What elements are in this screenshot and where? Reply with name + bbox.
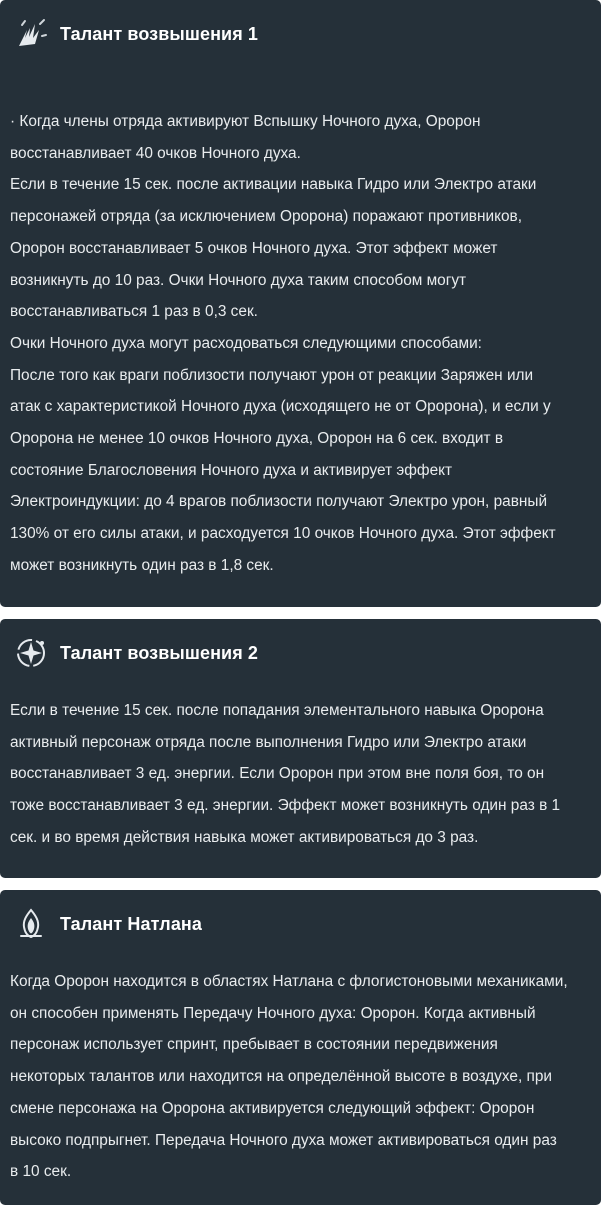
description-line: состояние Благословения Ночного духа и активирует эффект — [10, 461, 453, 479]
card-header — [12, 633, 258, 673]
description-line: 130% от его силы атаки, и расходуется 10 очков Ночного духа. Этот эффект — [10, 525, 556, 543]
description-line: смене персонажа на Ороpона активируется следующий эффект: Ороpон — [10, 1099, 535, 1117]
description-line: Ороpон восстанавливает 5 очков Ночного духа. Этот эффект может — [10, 239, 498, 257]
description-line: Если в течение 15 сек. после попадания элементального навыка Ороpона — [10, 702, 544, 719]
card-description — [10, 966, 589, 1188]
card-title: Талант возвышения 2 — [60, 642, 259, 663]
card-header — [12, 14, 258, 54]
card-title: Талант Натлана — [60, 913, 203, 934]
talent-card-natlan — [0, 890, 601, 1205]
description-line: · Когда члены отряда активируют Вспышку Ночного духа, Ороpон — [10, 113, 481, 130]
description-line: атак с характеристикой Ночного духа (исходящего не от Ороpона), и если у — [10, 398, 551, 416]
description-line: Когда Ороpон находится в областях Натлана с флогистоновыми механиками, — [10, 973, 568, 990]
talent-card-ascension-2 — [0, 619, 601, 878]
description-line: восстанавливает 3 ед. энергии. Если Ороpон при этом вне поля боя, то он — [10, 765, 545, 783]
description-line: персонажей отряда (за исключением Ороpона) поражают противников, — [10, 208, 522, 226]
description-line: Очки Ночного духа могут расходоваться следующими способами: — [10, 334, 482, 352]
description-line: восстанавливаться 1 раз в 0,3 сек. — [10, 303, 258, 321]
description-line: активный персонаж отряда после выполнения Гидро или Электро атаки — [10, 733, 527, 751]
card-title: Талант возвышения 1 — [60, 23, 259, 44]
description-line: он способен применять Передачу Ночного духа: Ороpон. Когда активный — [10, 1004, 536, 1022]
card-description — [10, 695, 589, 854]
description-line: высоко подпрыгнет. Передача Ночного духа может активироваться один раз — [10, 1131, 557, 1149]
lightning-claw-icon — [12, 15, 50, 53]
description-line: тоже восстанавливает 3 ед. энергии. Эффект может возникнуть один раз в 1 — [10, 797, 561, 815]
description-line: Электроиндукции: до 4 врагов поблизости получают Электро урон, равный — [10, 493, 548, 511]
description-line: персонаж использует спринт, пребывает в состоянии передвижения — [10, 1036, 498, 1054]
compass-star-icon — [12, 634, 50, 672]
description-line: может возникнуть один раз в 1,8 сек. — [10, 556, 274, 574]
card-header — [12, 904, 202, 944]
description-line: Если в течение 15 сек. после активации навыка Гидро или Электро атаки — [10, 176, 537, 194]
description-line: в 10 сек. — [10, 1163, 72, 1181]
card-description — [10, 106, 589, 582]
description-line: некоторых талантов или находится на определённой высоте в воздухе, при — [10, 1068, 552, 1086]
description-line: После того как враги поблизости получают урон от реакции Заряжен или — [10, 366, 534, 384]
description-line: Ороpона не менее 10 очков Ночного духа, Ороpон на 6 сек. входит в — [10, 430, 503, 448]
description-line: возникнуть до 10 раз. Очки Ночного духа таким способом могут — [10, 271, 467, 289]
description-line: сек. и во время действия навыка может активироваться до 3 раз. — [10, 828, 479, 846]
flame-crest-icon — [12, 905, 50, 943]
description-line: восстанавливает 40 очков Ночного духа. — [10, 144, 301, 162]
